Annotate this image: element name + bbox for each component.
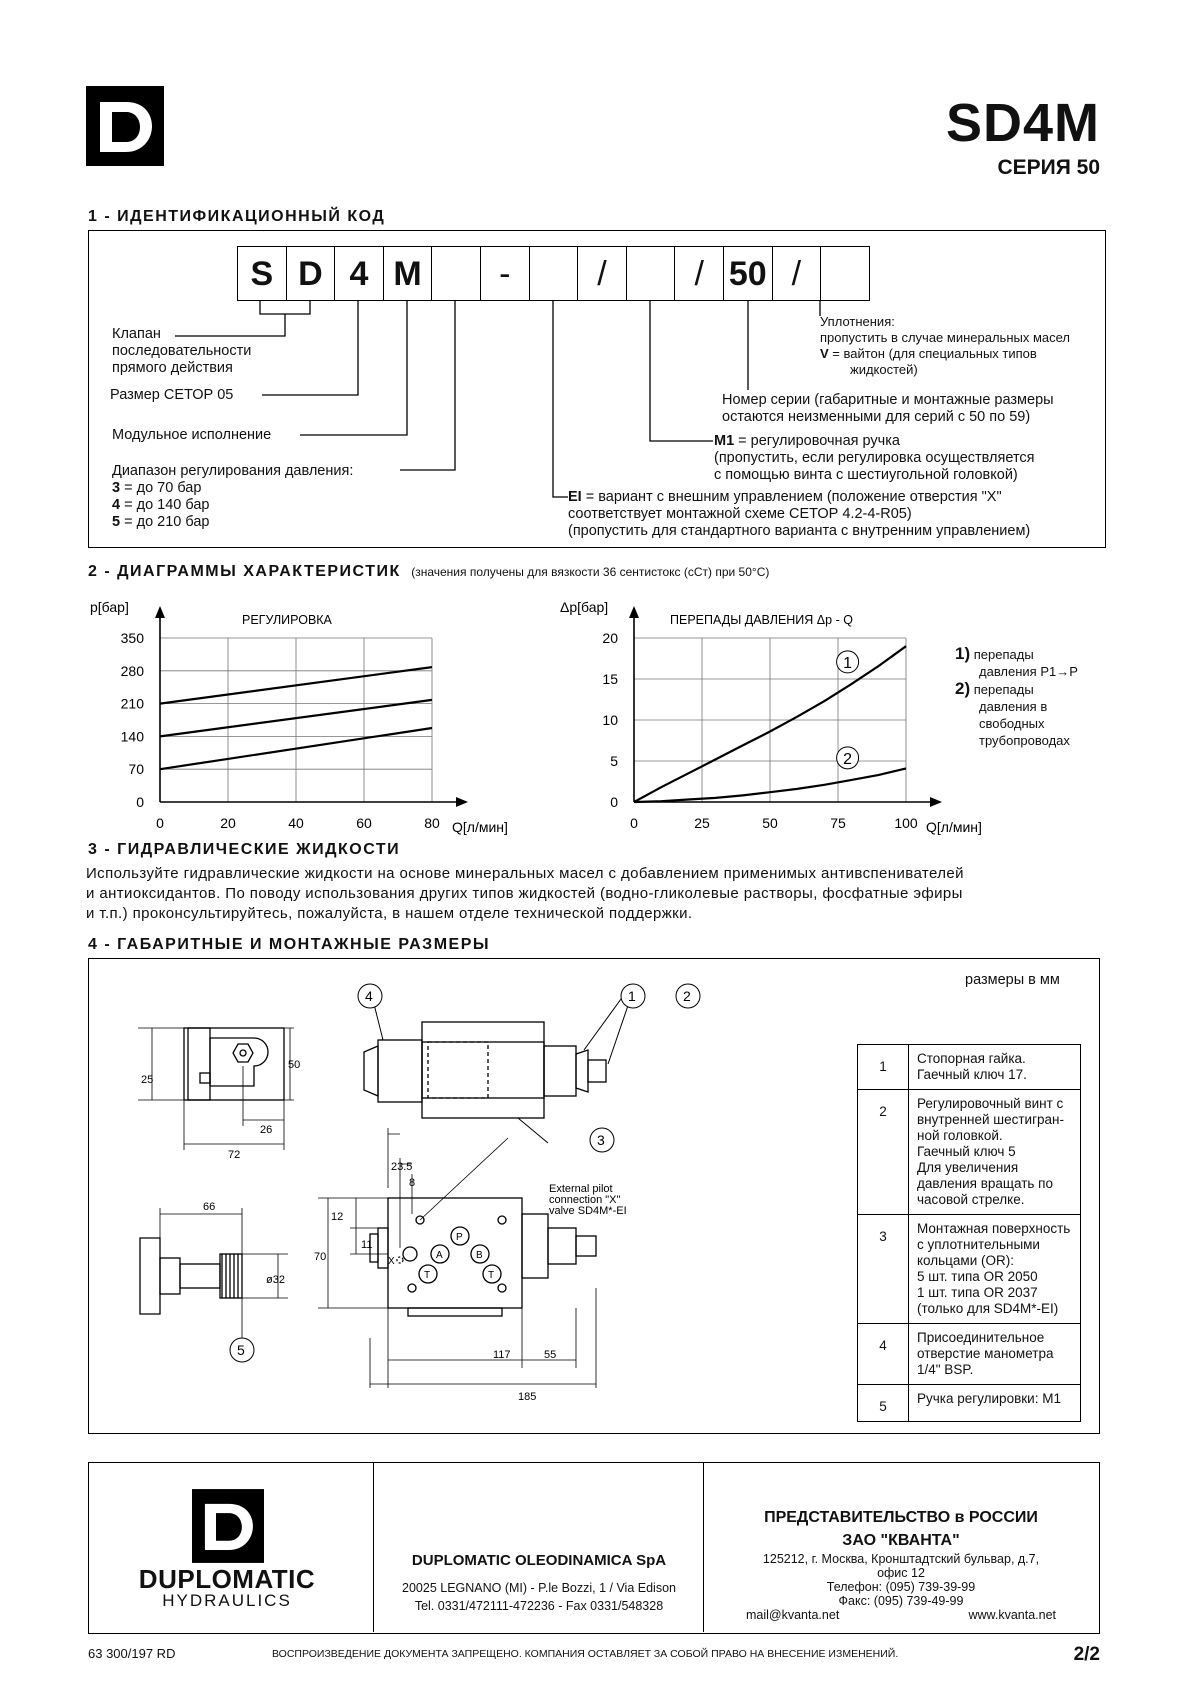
footer-web: www.kvanta.net (968, 1608, 1056, 1622)
seals-label: Уплотнения: пропустить в случае минеральных масел V = вайтон (для специальных типов жидкостей) (820, 314, 1071, 377)
svg-text:A: A (436, 1250, 443, 1261)
code-cell: D (286, 246, 336, 301)
x-axis-label: Q[л/мин] (926, 819, 982, 835)
pilot-note-1: External pilot (549, 1183, 613, 1195)
code-cell: / (577, 246, 627, 301)
series-label: 1 (843, 654, 853, 672)
footer-brand: DUPLOMATIC HYDRAULICS (138, 1564, 316, 1610)
x-tick-label: 50 (762, 815, 778, 831)
dim-50: 50 (288, 1059, 301, 1071)
x-axis-arrow (930, 797, 942, 807)
svg-text:3: 3 (597, 1132, 605, 1148)
y-tick-label: 70 (128, 761, 144, 778)
chart-title: ПЕРЕПАДЫ ДАВЛЕНИЯ Δp - Q (670, 613, 853, 627)
code-cell: S (237, 246, 287, 301)
y-tick-label: 20 (602, 630, 618, 646)
copyright-notice: ВОСПРОИЗВЕДЕНИЕ ДОКУМЕНТА ЗАПРЕЩЕНО. КОМПАНИЯ ОСТАВЛЯЕТ ЗА СОБОЙ ПРАВО НА ВНЕСЕНИЕ ИЗМЕНЕНИЙ. (272, 1648, 899, 1660)
legend-row: 1 Стопорная гайка. Гаечный ключ 17. (858, 1045, 1081, 1090)
x-axis-arrow (456, 797, 468, 807)
y-tick-label: 0 (136, 794, 144, 810)
model-title: SD4M (945, 93, 1100, 153)
units-label: размеры в мм (965, 972, 1060, 988)
y-axis-arrow (155, 606, 165, 618)
x-tick-label: 20 (220, 815, 236, 831)
series-note: Номер серии (габаритные и монтажные размеры остаются неизменными для серий с 50 по 59) (722, 392, 1054, 425)
y-axis-arrow (629, 606, 639, 618)
code-cell: / (772, 246, 822, 301)
section-2-subtitle: (значения получены для вязкости 36 сентистокс (сСт) при 50°C) (411, 565, 770, 579)
footer-company: DUPLOMATIC OLEODINAMICA SpA 20025 LEGNANO (MI) - P.le Bozzi, 1 / Via Edison Tel. 0331/472111-472236 - Fax 0331/548328 (402, 1552, 676, 1613)
dim-117: 117 (493, 1349, 511, 1361)
footer-representative: ПРЕДСТАВИТЕЛЬСТВО в РОССИИ ЗАО "КВАНТА" 125212, г. Москва, Кронштадтский бульвар, д.7, офис 12 Телефон: (095) 739-39-99 Факс: (095) 739-49-99 mail@kvanta.net www.kvanta.net (746, 1509, 1056, 1622)
dim-23-5: 23.5 (391, 1161, 413, 1173)
y-tick-label: 140 (120, 728, 144, 745)
size-label: Размер СЕТОР 05 (110, 387, 234, 403)
svg-text:X: X (388, 1256, 395, 1267)
section-1-title: 1 - ИДЕНТИФИКАЦИОННЫЙ КОД (88, 208, 386, 225)
code-cell: / (674, 246, 724, 301)
footer-mail: mail@kvanta.net (746, 1608, 840, 1622)
y-tick-label: 5 (610, 753, 618, 769)
dim-8: 8 (409, 1177, 416, 1189)
pressure-range: Диапазон регулирования давления: 3 = до 70 бар 4 = до 140 бар 5 = до 210 бар (112, 463, 354, 530)
chart-regulation (80, 590, 550, 845)
dim-66: 66 (203, 1201, 216, 1213)
dim-72: 72 (228, 1149, 241, 1161)
y-tick-label: 210 (120, 695, 144, 712)
dimensions-legend (857, 1044, 1081, 1422)
footer-logo (192, 1488, 264, 1564)
chart-pressure-drop (560, 590, 1020, 845)
x-tick-label: 40 (288, 815, 304, 831)
y-tick-label: 0 (610, 794, 618, 810)
y-tick-label: 10 (602, 712, 618, 728)
series-label: 2 (843, 750, 853, 768)
chart-title: РЕГУЛИРОВКА (242, 613, 332, 627)
pilot-note-3: valve SD4M*-EI (549, 1205, 627, 1217)
svg-text:T: T (424, 1270, 431, 1281)
y-axis-label: p[бар] (90, 599, 129, 615)
svg-text:1: 1 (628, 988, 636, 1004)
dim-55: 55 (544, 1349, 557, 1361)
svg-text:T: T (488, 1270, 495, 1281)
x-tick-label: 0 (156, 815, 164, 831)
doc-number: 63 300/197 RD (88, 1646, 176, 1661)
x-tick-label: 75 (830, 815, 846, 831)
svg-text:5: 5 (237, 1342, 245, 1358)
section-3-text: Используйте гидравлические жидкости на основе минеральных масел с добавлением применимых антивспенивателей и антиоксидантов. По поводу использования других типов жидкостей (водно-гликолевые растворы, фосфатные эфиры и т.п.) проконсультируйтесь, пожалуйста, в нашем отделе технической поддержки. (86, 865, 964, 922)
section-4-title: 4 - ГАБАРИТНЫЕ И МОНТАЖНЫЕ РАЗМЕРЫ (88, 936, 491, 953)
section-2-title: 2 - ДИАГРАММЫ ХАРАКТЕРИСТИК (88, 563, 401, 580)
svg-text:2: 2 (683, 988, 691, 1004)
y-tick-label: 350 (120, 630, 144, 646)
page-number: 2/2 (1073, 1644, 1100, 1665)
section-2-heading (88, 563, 769, 581)
svg-text:4: 4 (365, 988, 373, 1004)
pilot-note-2: connection "X" (549, 1194, 621, 1206)
ei-label: EI = вариант с внешним управлением (положение отверстия "X" соответствует монтажной схеме СЕТОР 4.2-4-R05) (пропустить для стандартного варианта с внутренним управлением) (568, 489, 1031, 539)
dim-26: 26 (260, 1124, 273, 1136)
x-axis-label: Q[л/мин] (452, 819, 508, 835)
section-3-title: 3 - ГИДРАВЛИЧЕСКИЕ ЖИДКОСТИ (88, 841, 401, 858)
y-tick-label: 15 (602, 671, 618, 687)
dim-25: 25 (141, 1074, 154, 1086)
y-axis-label: Δp[бар] (560, 599, 609, 615)
x-tick-label: 80 (424, 815, 440, 831)
code-cell: 50 (723, 246, 773, 301)
code-cell: M (383, 246, 433, 301)
dim-12: 12 (331, 1211, 344, 1223)
x-tick-label: 0 (630, 815, 638, 831)
legend-row: 3 Монтажная поверхность с уплотнительными кольцами (OR): 5 шт. типа OR 2050 1 шт. типа OR 2037 (только для SD4M*-EI) (858, 1215, 1081, 1324)
dim-185: 185 (518, 1391, 537, 1403)
svg-text:P: P (456, 1232, 463, 1243)
dim-70: 70 (314, 1251, 327, 1263)
x-tick-label: 25 (694, 815, 710, 831)
series-title: СЕРИЯ 50 (997, 156, 1100, 179)
y-tick-label: 280 (120, 662, 144, 679)
x-tick-label: 60 (356, 815, 372, 831)
dim-11: 11 (361, 1239, 373, 1251)
code-cell: 4 (334, 246, 384, 301)
dim-32: ø32 (266, 1274, 285, 1286)
code-cell: - (480, 246, 530, 301)
svg-text:B: B (476, 1250, 483, 1261)
modular-label: Модульное исполнение (112, 427, 272, 443)
x-tick-label: 100 (894, 815, 918, 831)
legend-row: 2 Регулировочный винт с внутренней шестигран- ной головкой. Гаечный ключ 5 Для увеличения давления вращать по часовой стрелке. (858, 1090, 1081, 1215)
legend-row: 5 Ручка регулировки: M1 (858, 1385, 1081, 1422)
legend-row: 4 Присоединительное отверстие манометра 1/4" BSP. (858, 1324, 1081, 1385)
valve-label: Клапан последовательности прямого действия (112, 326, 252, 376)
chart-2-legend: 1) перепады давления P1→P 2) перепады давления в свободных трубопроводах (955, 644, 1078, 748)
m1-label: M1 = регулировочная ручка (пропустить, если регулировка осуществляется с помощью винта с шестиугольной головкой) (714, 433, 1035, 483)
